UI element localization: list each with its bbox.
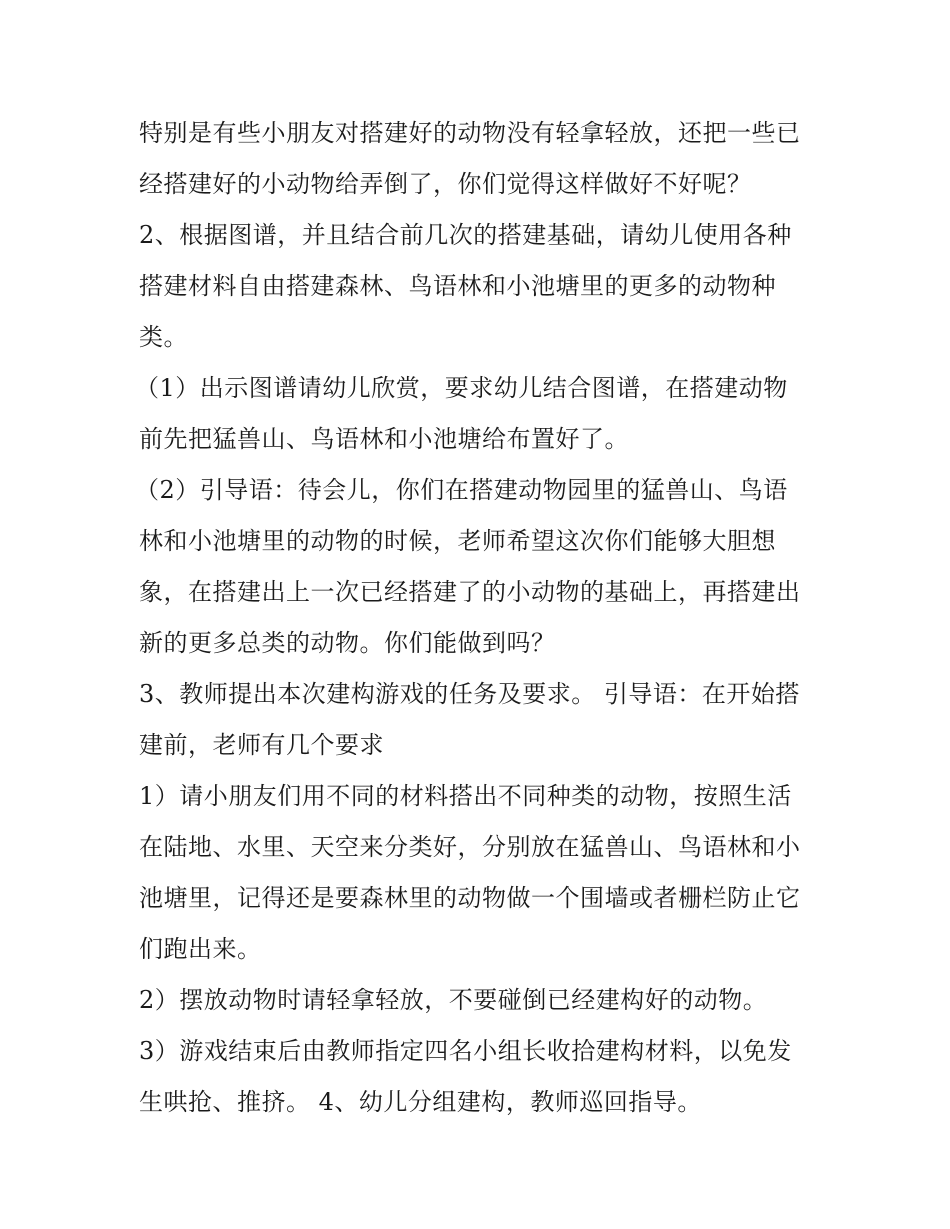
text-line: 建前，老师有几个要求 [139,731,384,759]
text-line: 类。 [139,323,188,351]
document-body [135,108,819,1128]
text-line: 搭建材料自由搭建森林、鸟语林和小池塘里的更多的动物种 [139,272,776,300]
text-line: 池塘里，记得还是要森林里的动物做一个围墙或者栅栏防止它 [139,884,801,912]
text-line: （2）引导语：待会儿，你们在搭建动物园里的猛兽山、鸟语 [135,476,788,504]
text-line: 前先把猛兽山、鸟语林和小池塘给布置好了。 [139,425,629,453]
text-line: 2）摆放动物时请轻拿轻放，不要碰倒已经建构好的动物。 [139,986,768,1014]
text-line: 特别是有些小朋友对搭建好的动物没有轻拿轻放，还把一些已 [139,119,801,147]
text-line: 3）游戏结束后由教师指定四名小组长收拾建构材料，以免发 [139,1037,792,1065]
text-line: 生哄抢、推挤。 4、幼儿分组建构，教师巡回指导。 [139,1088,702,1116]
text-line: 林和小池塘里的动物的时候，老师希望这次你们能够大胆想 [139,527,776,555]
text-line: 2、根据图谱，并且结合前几次的搭建基础，请幼儿使用各种 [139,221,792,249]
text-line: （1）出示图谱请幼儿欣赏，要求幼儿结合图谱，在搭建动物 [135,374,788,402]
text-line: 经搭建好的小动物给弄倒了，你们觉得这样做好不好呢？ [139,170,752,198]
text-line: 1）请小朋友们用不同的材料搭出不同种类的动物，按照生活 [139,782,792,810]
text-line: 象，在搭建出上一次已经搭建了的小动物的基础上，再搭建出 [139,578,801,606]
text-line: 们跑出来。 [139,935,262,963]
text-line: 新的更多总类的动物。你们能做到吗？ [139,629,556,657]
text-line: 3、教师提出本次建构游戏的任务及要求。 引导语：在开始搭 [139,680,800,708]
text-line: 在陆地、水里、天空来分类好，分别放在猛兽山、鸟语林和小 [139,833,801,861]
